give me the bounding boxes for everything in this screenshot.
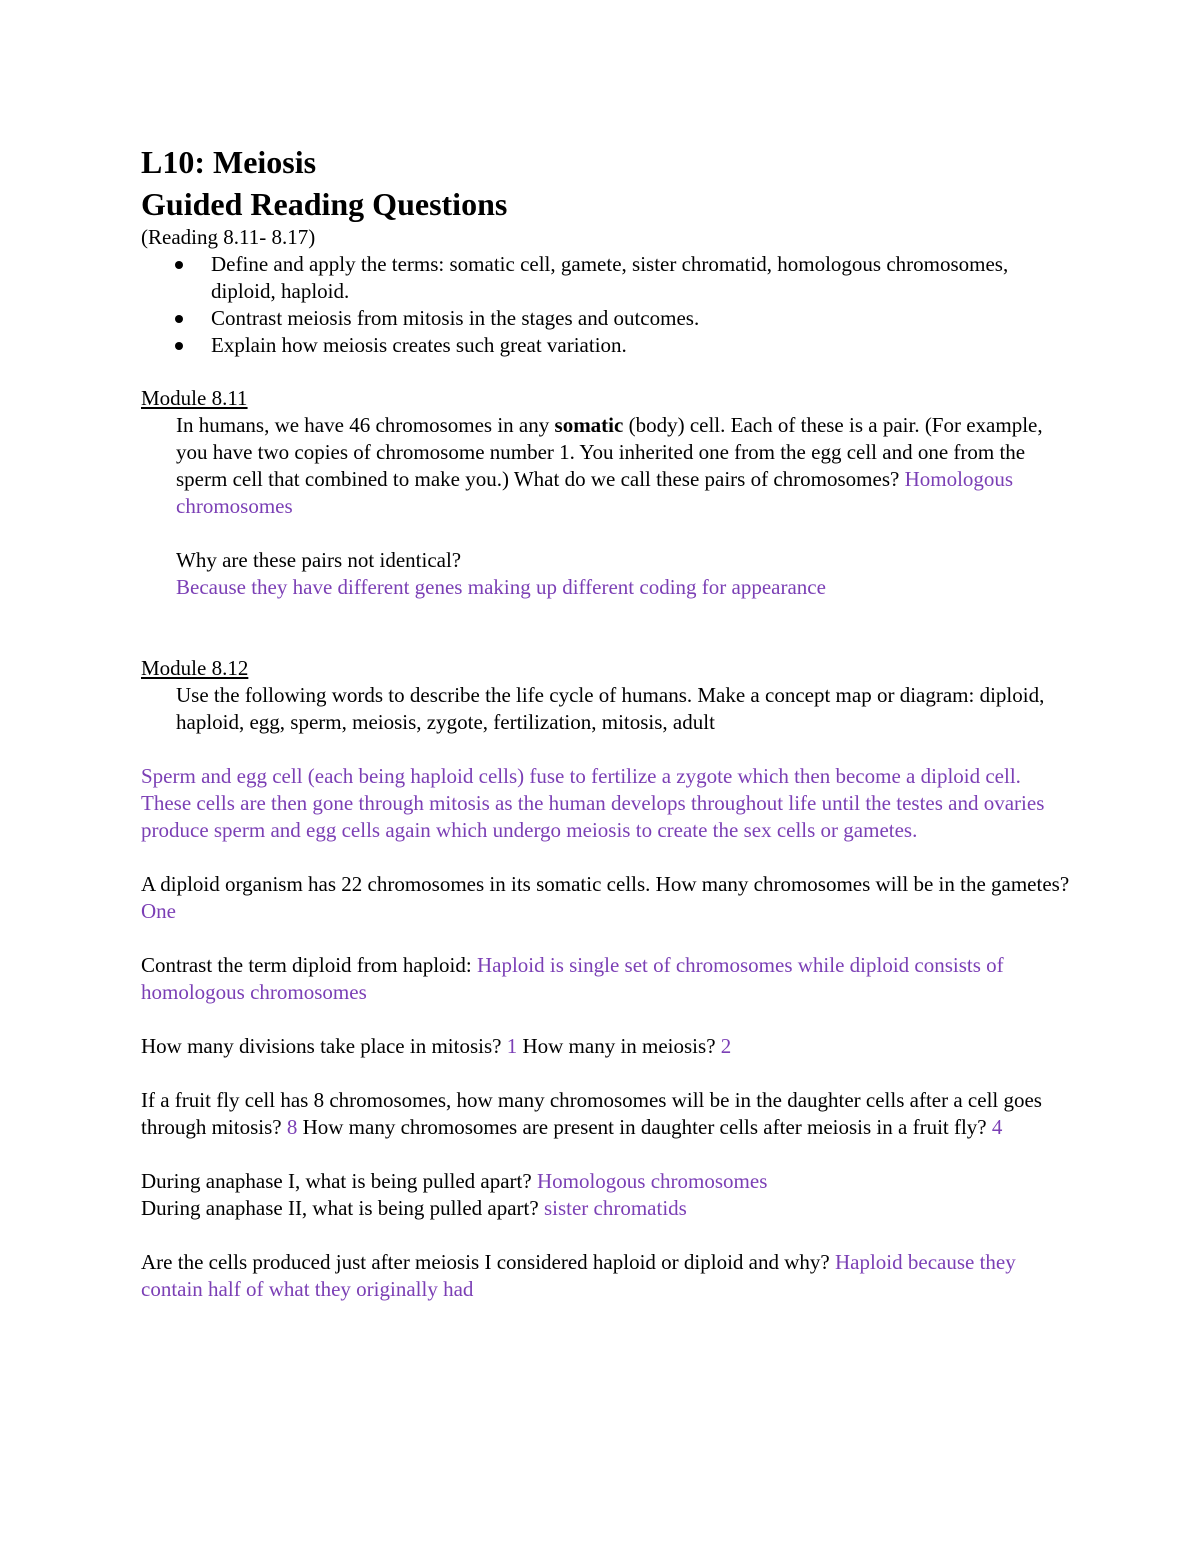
- answer-div-meiosis: 2: [720, 1034, 732, 1058]
- question-text: In humans, we have 46 chromosomes in any: [176, 413, 555, 437]
- answer-div-mitosis: 1: [506, 1034, 518, 1058]
- answer-life-cycle: Sperm and egg cell (each being haploid cells) fuse to fertilize a zygote which then become a diploid cell. These cells are then gone through mitosis as the human develops throughout life until the testes and ovaries produce sperm and egg cells again which undergo meiosis to create the sex cells or gametes.: [141, 764, 1045, 842]
- answer-not-identical: Because they have different genes making up different coding for appearance: [176, 575, 826, 599]
- question-divisions: [141, 1033, 1071, 1060]
- document-page: [141, 140, 1071, 1303]
- question-text: A diploid organism has 22 chromosomes in its somatic cells. How many chromosomes will be in the gametes?: [141, 872, 1070, 896]
- document-subtitle: Guided Reading Questions: [141, 186, 508, 222]
- question-text: How many divisions take place in mitosis?: [141, 1034, 507, 1058]
- answer-fly-meiosis: 4: [991, 1115, 1003, 1139]
- answer-haploid-diploid: Haploid because they contain half of what they originally had: [141, 1250, 1016, 1301]
- objectives-list: [141, 251, 1071, 359]
- objective-item: Explain how meiosis creates such great variation.: [211, 332, 1071, 359]
- question-fruit-fly: [141, 1087, 1071, 1141]
- reading-range: (Reading 8.11- 8.17): [141, 225, 316, 249]
- question-text: Are the cells produced just after meiosis I considered haploid or diploid and why?: [141, 1250, 835, 1274]
- question-anaphase-2: [141, 1195, 1071, 1222]
- question-haploid-diploid: [141, 1249, 1071, 1303]
- objective-item: Contrast meiosis from mitosis in the stages and outcomes.: [211, 305, 1071, 332]
- question-text: How many in meiosis?: [517, 1034, 721, 1058]
- answer-contrast: Haploid is single set of chromosomes while diploid consists of homologous chromosomes: [141, 953, 1004, 1004]
- document-title: L10: Meiosis: [141, 144, 317, 180]
- question-contrast: [141, 952, 1071, 1006]
- life-cycle-prompt: Use the following words to describe the life cycle of humans. Make a concept map or diagram: diploid, haploid, egg, sperm, meiosis, zygote, fertilization, mitosis, adult: [176, 683, 1045, 734]
- answer-gametes: One: [141, 899, 176, 923]
- answer-fly-mitosis: 8: [286, 1115, 298, 1139]
- question-gametes: [141, 871, 1071, 925]
- answer-anaphase-1: Homologous chromosomes: [536, 1169, 768, 1193]
- question-text: During anaphase I, what is being pulled apart?: [141, 1169, 537, 1193]
- question-text: How many chromosomes are present in daughter cells after meiosis in a fruit fly?: [297, 1115, 992, 1139]
- module-8-12-prompt: [141, 682, 1071, 736]
- module-8-11-heading: Module 8.11: [141, 386, 248, 410]
- question-homologous: [176, 412, 1071, 520]
- document-body: [141, 224, 1071, 1303]
- answer-anaphase-2: sister chromatids: [543, 1196, 687, 1220]
- question-bold-term: somatic: [554, 413, 624, 437]
- question-text: Contrast the term diploid from haploid:: [141, 953, 477, 977]
- question-text: (body) cell. Each of these is a pair. (For example, you have two copies of chromosome number 1. You inherited one from the egg cell and one from the sperm cell that combined to make you.) What do we call these pairs of chromosomes?: [176, 413, 1043, 491]
- answer-homologous: Homologous chromosomes: [176, 467, 1014, 518]
- objective-item: Define and apply the terms: somatic cell, gamete, sister chromatid, homologous chromosomes, diploid, haploid.: [211, 251, 1071, 305]
- module-8-12-heading: Module 8.12: [141, 656, 249, 680]
- question-not-identical: Why are these pairs not identical?: [176, 548, 462, 572]
- question-anaphase-1: [141, 1168, 1071, 1195]
- question-text: If a fruit fly cell has 8 chromosomes, how many chromosomes will be in the daughter cells after a cell goes through mitosis?: [141, 1088, 1042, 1139]
- module-8-11-content: [141, 412, 1071, 601]
- question-text: During anaphase II, what is being pulled apart?: [141, 1196, 544, 1220]
